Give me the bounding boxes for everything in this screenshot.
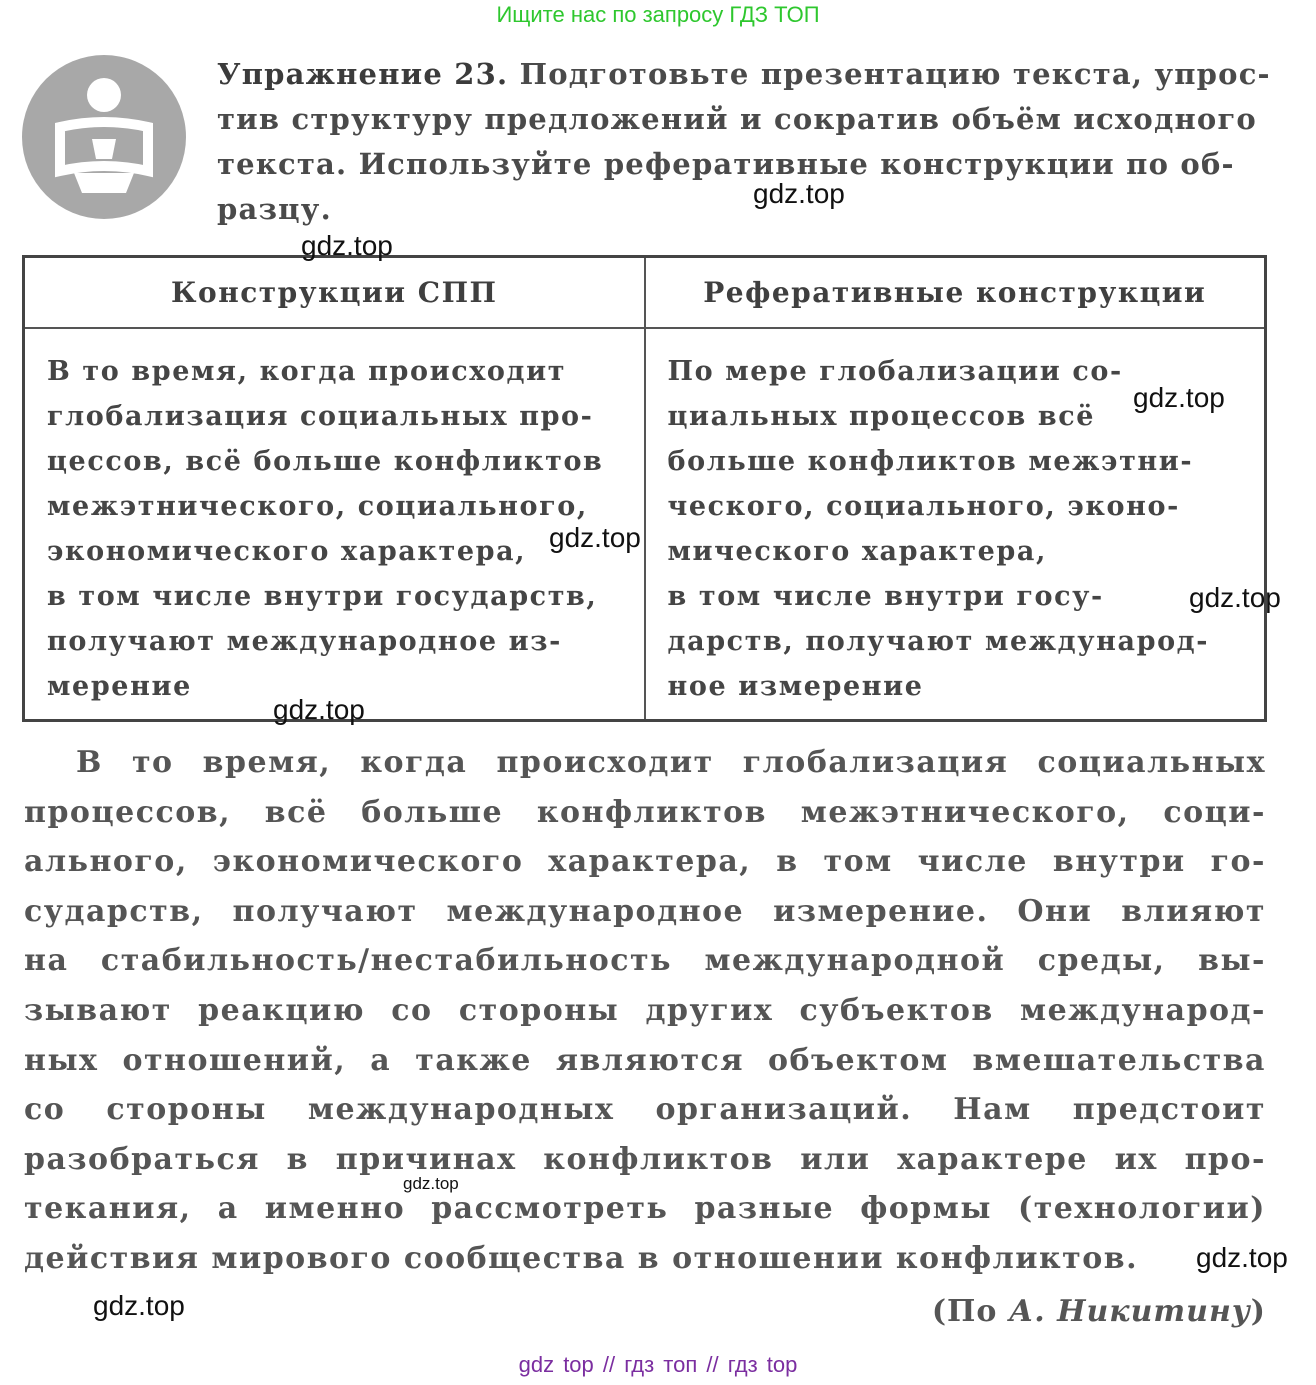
table-line: больше конфликтов межэтни- bbox=[667, 446, 1194, 477]
table-line: В то время, когда происходит bbox=[47, 356, 567, 387]
watermark: gdz.top bbox=[753, 178, 845, 209]
table-line: цессов, всё больше конфликтов bbox=[47, 446, 604, 477]
table-line: ное измерение bbox=[667, 671, 924, 702]
watermark: gdz.top bbox=[1196, 1242, 1288, 1273]
table-line: ческого, социального, эконо- bbox=[667, 491, 1180, 522]
table-line: мерение bbox=[47, 671, 192, 702]
watermark: gdz.top bbox=[1189, 582, 1281, 613]
table-line: По мере глобализации со- bbox=[667, 356, 1123, 387]
header-abstract-constructions: Реферативные конструкции bbox=[645, 257, 1266, 329]
table-line: мического характера, bbox=[667, 536, 1047, 567]
watermark: gdz.top bbox=[549, 522, 641, 553]
table-line: экономического характера, bbox=[47, 536, 527, 567]
exercise-line: Подготовьте презентацию текста, упрос- bbox=[519, 57, 1271, 91]
exercise-number: Упражнение 23. bbox=[217, 57, 509, 91]
text-line: разобраться в причинах конфликтов или характере их про- bbox=[24, 1141, 1266, 1177]
table-line: получают международное из- bbox=[47, 626, 562, 657]
reader-icon bbox=[22, 55, 186, 219]
text-line: сударств, получают международное измерение. Они влияют bbox=[24, 893, 1266, 929]
table-line: циальных процессов всё bbox=[667, 401, 1096, 432]
text-line: на стабильность/нестабильность международной среды, вы- bbox=[24, 943, 1266, 979]
table-line: в том числе внутри государств, bbox=[47, 581, 598, 612]
text-line: текания, а именно рассмотреть разные формы (технологии) bbox=[24, 1191, 1266, 1227]
top-banner[interactable]: Ищите нас по запросу ГДЗ ТОП bbox=[496, 2, 820, 27]
source-author: А. Никитину bbox=[1008, 1294, 1251, 1329]
comparison-table bbox=[22, 255, 1267, 725]
text-line: действия мирового сообщества в отношении конфликтов. bbox=[24, 1240, 1139, 1276]
header-spp-constructions: Конструкции СПП bbox=[24, 257, 645, 329]
text-line: ального, экономического характера, в том числе внутри го- bbox=[24, 844, 1266, 880]
text-line: ных отношений, а также являются объектом вмешательства bbox=[24, 1042, 1266, 1078]
table-line: в том числе внутри госу- bbox=[667, 581, 1104, 612]
text-line: В то время, когда происходит глобализация социальных bbox=[76, 745, 1266, 780]
bottom-banner[interactable]: gdz top // гдз топ // гдз top bbox=[518, 1352, 798, 1377]
watermark: gdz.top bbox=[93, 1290, 185, 1321]
watermark: gdz.top bbox=[273, 694, 365, 725]
exercise-line: текста. Используйте реферативные конструкции по об- bbox=[217, 147, 1235, 181]
watermark: gdz.top bbox=[403, 1174, 459, 1193]
text-line: процессов, всё больше конфликтов межэтнического, соци- bbox=[24, 794, 1266, 830]
table-line: межэтнического, социального, bbox=[47, 491, 588, 522]
exercise-instructions bbox=[217, 52, 1271, 232]
watermark: gdz.top bbox=[301, 230, 393, 261]
source-text bbox=[24, 738, 1266, 1284]
source-suffix: ) bbox=[1250, 1294, 1266, 1329]
text-line: со стороны международных организаций. Нам предстоит bbox=[24, 1092, 1266, 1128]
exercise-line: разцу. bbox=[217, 192, 332, 226]
text-line: зывают реакцию со стороны других субъектов международ- bbox=[24, 992, 1266, 1028]
watermark: gdz.top bbox=[1133, 382, 1225, 413]
source-prefix: (По bbox=[931, 1294, 1009, 1329]
source-attribution bbox=[932, 1294, 1266, 1329]
table-line: глобализация социальных про- bbox=[47, 401, 594, 432]
exercise-line: тив структуру предложений и сократив объём исходного bbox=[217, 102, 1257, 136]
table-line: дарств, получают международ- bbox=[667, 626, 1210, 657]
